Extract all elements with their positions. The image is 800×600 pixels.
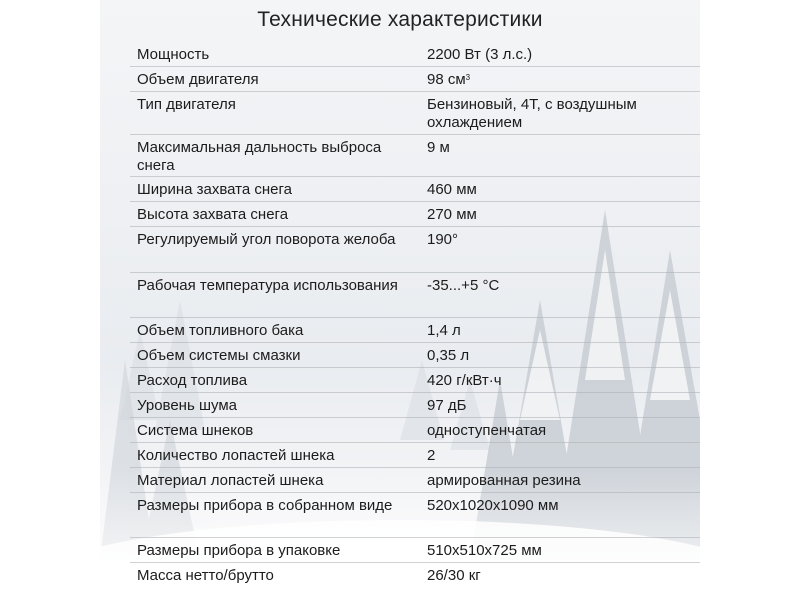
spec-label: Размеры прибора в упаковке xyxy=(137,542,341,559)
spec-label: Высота захвата снега xyxy=(137,206,289,223)
spec-value: 0,35 л xyxy=(427,347,470,364)
spec-row xyxy=(130,177,700,202)
spec-value: 270 мм xyxy=(427,206,477,223)
spec-value: 190° xyxy=(427,231,459,248)
spec-label: Регулируемый угол поворота желоба xyxy=(137,231,396,248)
spec-row xyxy=(130,368,700,393)
spec-row xyxy=(130,273,700,318)
spec-row xyxy=(130,393,700,418)
spec-label: Мощность xyxy=(137,46,210,63)
spec-label: Объем двигателя xyxy=(137,71,259,88)
spec-value: 98 $см^3$ xyxy=(427,71,471,88)
spec-label: Материал лопастей шнека xyxy=(137,472,324,489)
spec-value: 2 xyxy=(427,447,436,464)
spec-value: Бензиновый, 4Т, с воздушным охлаждением xyxy=(427,96,637,131)
page-title: Технические характеристики xyxy=(257,8,543,31)
spec-label: Масса нетто/брутто xyxy=(137,567,274,584)
spec-label: Расход топлива xyxy=(137,372,248,389)
spec-row xyxy=(130,538,700,563)
spec-row xyxy=(130,92,700,135)
spec-value: армированная резина xyxy=(427,472,581,489)
spec-value: 460 мм xyxy=(427,181,477,198)
spec-label: Тип двигателя xyxy=(137,96,236,113)
spec-row xyxy=(130,318,700,343)
spec-value: 26/30 кг xyxy=(427,567,481,584)
spec-value: -35...+5 °С xyxy=(427,277,500,294)
spec-row xyxy=(130,443,700,468)
spec-row xyxy=(130,343,700,368)
spec-row xyxy=(130,493,700,538)
spec-row xyxy=(130,135,700,177)
spec-label: Объем системы смазки xyxy=(137,347,301,364)
spec-value: одноступенчатая xyxy=(427,422,547,439)
spec-value: 1,4 л xyxy=(427,322,461,339)
spec-value: 2200 Вт (3 л.с.) xyxy=(427,46,533,63)
spec-value: 420 г/кВт·ч xyxy=(427,372,502,389)
spec-row xyxy=(130,67,700,92)
spec-label: Ширина захвата снега xyxy=(137,181,292,198)
spec-row xyxy=(130,418,700,443)
spec-row xyxy=(130,202,700,227)
spec-value-superscript: 3 xyxy=(465,73,471,82)
spec-label: Уровень шума xyxy=(137,397,237,414)
spec-value: 97 дБ xyxy=(427,397,467,414)
spec-label: Система шнеков xyxy=(137,422,254,439)
spec-value: 510х510х725 мм xyxy=(427,542,542,559)
spec-value: 9 м xyxy=(427,139,450,156)
spec-row xyxy=(130,42,700,67)
spec-row xyxy=(130,227,700,273)
spec-label: Количество лопастей шнека xyxy=(137,447,335,464)
spec-label: Размеры прибора в собранном виде xyxy=(137,497,393,514)
spec-label: Объем топливного бака xyxy=(137,322,304,339)
spec-value: 520х1020х1090 мм xyxy=(427,497,559,514)
spec-row xyxy=(130,468,700,493)
spec-row xyxy=(130,563,700,587)
spec-label: Рабочая температура использования xyxy=(137,277,398,294)
spec-label: Максимальная дальность выброса снега xyxy=(137,139,382,174)
